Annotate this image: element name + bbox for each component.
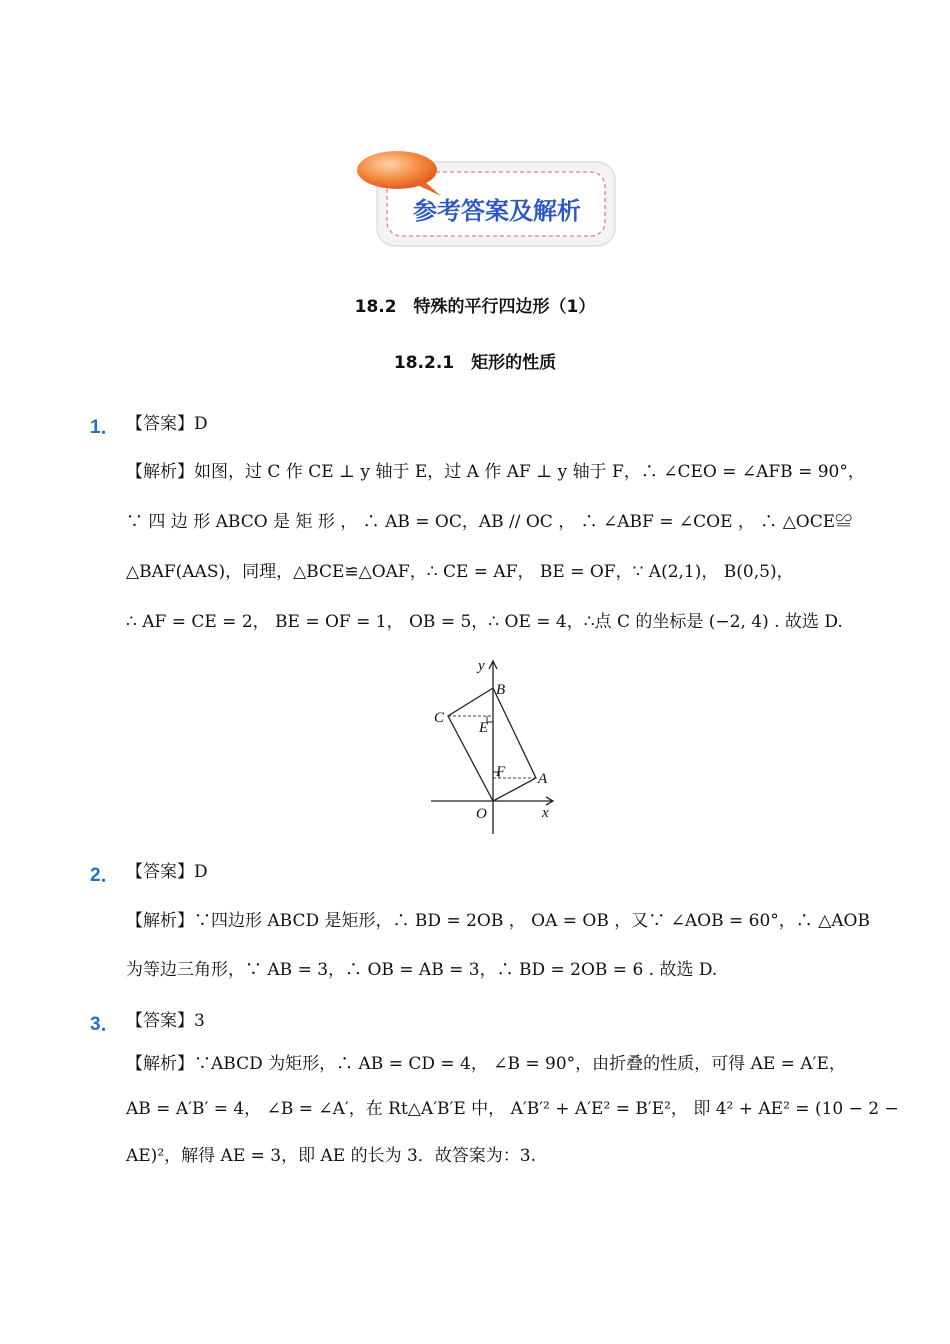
coordinate-figure [428, 656, 558, 836]
question-3-analysis-line: 【解析】∵ABCD 为矩形，∴ AB = CD = 4， ∠B = 90°，由折叠的性质，可得 AE = A′E， [126, 1054, 846, 1074]
label-a: A [538, 771, 548, 787]
question-1-analysis-line: △BAF(AAS)，同理，△BCE≌△OAF，∴ CE = AF， BE = OF，∵ A(2,1)， B(0,5)， [126, 562, 794, 582]
rectangle-abco [448, 688, 536, 801]
label-x: x [542, 805, 549, 821]
question-2-analysis-line: 为等边三角形，∵ AB = 3，∴ OB = AB = 3，∴ BD = 2OB = 6 . 故选 D. [126, 960, 718, 980]
question-2-analysis-line: 【解析】∵四边形 ABCD 是矩形，∴ BD = 2OB ， OA = OB ，又∵ ∠AOB = 60°，∴ △AOB [126, 911, 870, 931]
label-y: y [478, 658, 485, 674]
label-c: C [434, 710, 445, 726]
label-f: F [496, 764, 506, 780]
question-2-answer: 【答案】D [126, 862, 208, 882]
question-3-analysis-line: AE)²，解得 AE = 3，即 AE 的长为 3．故答案为：3. [126, 1146, 537, 1166]
question-3-analysis-line: AB = A′B′ = 4， ∠B = ∠A′，在 Rt△A′B′E 中， A′B′² + A′E² = B′E²， 即 4² + AE² = (10 − 2 − [126, 1099, 899, 1119]
label-b: B [496, 682, 506, 698]
question-3-answer: 【答案】3 [126, 1011, 205, 1031]
question-1-number: 1． [90, 417, 120, 438]
question-1-analysis-line: 【解析】如图，过 C 作 CE ⊥ y 轴于 E，过 A 作 AF ⊥ y 轴于 F，∴ ∠CEO = ∠AFB = 90°， [126, 462, 865, 482]
question-1-analysis-line: ∴ AF = CE = 2， BE = OF = 1， OB = 5，∴ OE = 4，∴点 C 的坐标是 (−2, 4) . 故选 D. [126, 612, 843, 632]
section-title: 18.2 特殊的平行四边形（1） [354, 297, 596, 317]
label-o: O [476, 806, 487, 822]
question-1-answer: 【答案】D [126, 414, 208, 434]
question-1-analysis-line: ∵ 四 边 形 ABCO 是 矩 形 ， ∴ AB = OC，AB // OC ， ∴ ∠ABF = ∠COE ， ∴ △OCE≌ [126, 512, 853, 532]
label-e: E [479, 720, 489, 736]
answer-banner [355, 148, 620, 250]
question-2-number: 2． [90, 865, 120, 886]
banner-title: 参考答案及解析 [413, 197, 581, 225]
question-3-number: 3． [90, 1014, 120, 1035]
subsection-title: 18.2.1 矩形的性质 [393, 353, 557, 373]
